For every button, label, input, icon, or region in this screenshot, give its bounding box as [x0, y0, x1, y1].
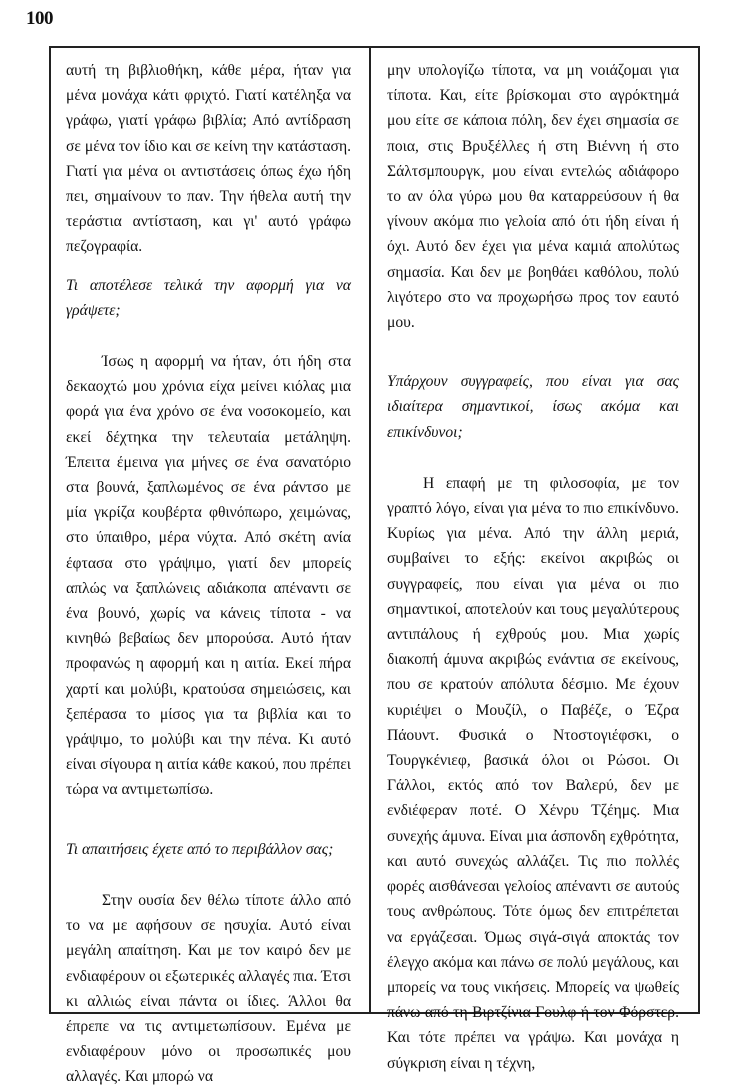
page-number: 100 [26, 8, 53, 29]
right-paragraph-continued: μην υπολογίζω τίποτα, να μη νοιάζομαι για τίποτα. Και, είτε βρίσκομαι στο αγρόκτημά μου είτε σε κάποια πόλη, δεν έχει σημασία σε ποια, στις Βρυξέλλες ή στη Βιέννη ή στο Σάλτσμπουργκ, μου είναι εντελώς αδιάφορο το αν όλα γύρω μου θα καταρρεύσουν ή θα γίνουν ακόμα πιο γελοία από ότι ήδη είναι ή όχι. Αυτό δεν έχει για μένα καμιά απολύτως σημασία. Και δεν με βοηθάει καθόλου, πολύ λιγότερο στο να προχωρήσω προς τον εαυτό μου. [387, 62, 679, 332]
column-divider [369, 46, 371, 1014]
interview-question: Τι απαιτήσεις έχετε από το περιβάλλον σας; [66, 840, 334, 858]
interview-answer: Ίσως η αφορμή να ήταν, ότι ήδη στα δεκαοχτώ μου χρόνια είχα μείνει κιόλας μια φορά για ένα χρόνο σε ένα νοσοκομείο, και εκεί δέχτηκα την τελευταία μετάληψη. Έπειτα έμεινα για μήνες σε ένα σανατόριο στα βουνά, ξαπλωμένος σε ένα ράντσο με μία γκρίζα κουβέρτα φθινόπωρο, χειμώνας, στο ύπαιθρο, μέρα νύχτα. Από σκέτη ανία έφτασα στο γράψιμο, γιατί δεν μπορείς απλώς να ξαπλώνεις αδιάκοπα απέναντι σε ένα βουνό, χωρίς να κάνεις τίποτα - να κινηθώ βεβαίως δεν μπορούσα. Αυτό ήταν προφανώς η αφορμή και η αιτία. Εκεί πήρα χαρτί και μολύβι, κρατούσα σημειώσεις, και ξεπέρασα το μίσος για τα βιβλία και το γράψιμο, το μολύβι και την πένα. Κι αυτό είναι σίγουρα η αιτία κάθε κακού, που πρέπει τώρα να αντιμετωπίσω. [66, 353, 351, 799]
interview-question: Τι αποτέλεσε τελικά την αφορμή για να γράψετε; [66, 276, 351, 319]
right-column [387, 58, 679, 1076]
left-column [66, 58, 351, 1090]
interview-answer: Η επαφή με τη φιλοσοφία, με τον γραπτό λόγο, είναι για μένα το πιο επικίνδυνο. Κυρίως για μένα. Από την άλλη μεριά, συμβαίνει το εξής: εκείνοι ακριβώς οι συγγραφείς, που είναι για μένα οι πιο σημαντικοί, αποτελούν και τους μεγαλύτερους αντιπάλους ή εχθρούς μου. Μια χωρίς διακοπή άμυνα ακριβώς ενάντια σε εκείνους, που σε κρατούν απόλυτα δέσμιο. Με έχουν κυριέψει ο Μουζίλ, ο Παβέζε, ο Έζρα Πάουντ. Φυσικά ο Ντοστογιέφσκι, ο Τουργκένιεφ, βασικά όλοι οι Ρώσοι. Οι Γάλλοι, εκτός από τον Βαλερύ, δεν με ενδιέφεραν ποτέ. Ο Χένρυ Τζέημς. Μια συνεχής άμυνα. Είναι μια άσπονδη εχθρότητα, και αυτό συνεχώς αλλάζει. Τις πιο πολλές φορές αισθάνεσαι γελοίος απέναντι σε αυτούς τους ανθρώπους. Τότε όμως δεν επιτρέπεται να εργάζεσαι. Όμως σιγά-σιγά αποκτάς τον έλεγχο ακόμα και πάνω σε πολύ μεγάλους, και μπορείς να τους νικήσεις. Μπορείς να ψωθείς πάνω από τη Βιρτζίνια Γουλφ ή τον Φόρστερ. Και τότε πρέπει να γράψω. Και μονάχα η σύγκριση είναι η τέχνη, [387, 474, 679, 1072]
interview-answer: Στην ουσία δεν θέλω τίποτε άλλο από το να με αφήσουν σε ησυχία. Αυτό είναι μεγάλη απαίτηση. Και με τον καιρό δεν με ενδιαφέρουν οι εξωτερικές αλλαγές πια. Έτσι κι αλλιώς είναι πάντα οι ίδιες. Άλλοι θα έπρεπε να τις αντιμετωπίσουν. Εμένα με ενδιαφέρουν μόνο οι προσωπικές μου αλλαγές. Και μπορώ να [66, 891, 351, 1086]
left-paragraph-continued: αυτή τη βιβλιοθήκη, κάθε μέρα, ήταν για μένα μονάχα κάτι φριχτό. Γιατί κατέληξα να γράφω, γιατί γράφω βιβλία; Από αντίδραση σε μένα τον ίδιο και σε κείνη την κατάσταση. Γιατί για μένα οι αντιστάσεις όπως έχω ήδη πει, σημαίνουν το παν. Την ήθελα αυτή την τεράστια αντίσταση, και γι' αυτό γράφω πεζογραφία. [66, 62, 351, 256]
interview-question: Υπάρχουν συγγραφείς, που είναι για σας ιδιαίτερα σημαντικοί, ίσως ακόμα και επικίνδυνοι; [387, 373, 679, 441]
